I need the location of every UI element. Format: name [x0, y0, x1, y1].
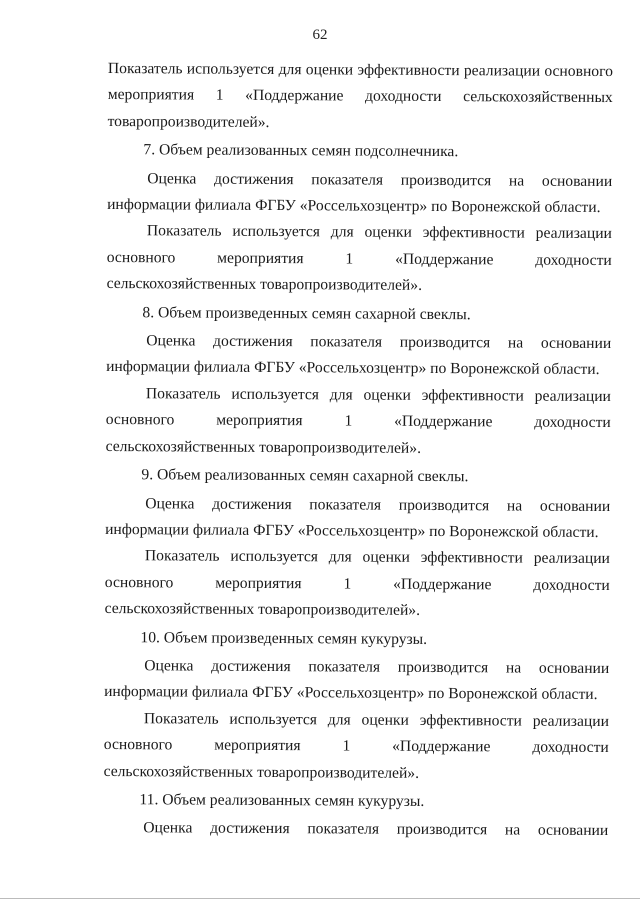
document-body: [103, 56, 613, 845]
paragraph-usage: Показатель используется для оценки эффективности реализации основного мероприятия 1 «Поддержание доходности сельскохозяйственных товаропроизводителей».: [103, 709, 609, 782]
paragraph-usage: Показатель используется для оценки эффективности реализации основного мероприятия 1 «Поддержание доходности сельскохозяйственных товаропроизводителей».: [107, 59, 613, 131]
scan-edge-line: [0, 898, 640, 899]
paragraph-assessment: Оценка достижения показателя производится на основании информации филиала ФГБУ «Россельхозцентр» по Воронежской области.: [106, 332, 612, 379]
page-number: 62: [312, 27, 328, 43]
item-heading-7: 7. Объем реализованных семян подсолнечника.: [143, 141, 459, 161]
item-heading-10: 10. Объем произведенных семян кукурузы.: [140, 628, 428, 648]
paragraph-assessment: Оценка достижения показателя производится на основании информации филиала ФГБУ «Россельхозцентр» по Воронежской области.: [107, 169, 613, 217]
paragraph-assessment: Оценка достижения показателя производится на основании информации филиала ФГБУ «Россельхозцентр» по Воронежской области.: [104, 657, 610, 704]
paragraph-usage: Показатель используется для оценки эффективности реализации основного мероприятия 1 «Поддержание доходности сельскохозяйственных товаропроизводителей».: [106, 222, 612, 295]
item-heading-8: 8. Объем произведенных семян сахарной свеклы.: [142, 303, 471, 323]
paragraph-assessment: Оценка достижения показателя производится на основании информации филиала ФГБУ «Россельхозцентр» по Воронежской области.: [105, 494, 611, 541]
paragraph-assessment-trailing: Оценка достижения показателя производится на основании: [143, 819, 609, 840]
paragraph-usage: Показатель используется для оценки эффективности реализации основного мероприятия 1 «Поддержание доходности сельскохозяйственных товаропроизводителей».: [104, 547, 610, 620]
item-heading-9: 9. Объем реализованных семян сахарной свеклы.: [141, 466, 469, 486]
item-heading-11: 11. Объем реализованных семян кукурузы.: [139, 791, 425, 810]
paragraph-usage: Показатель используется для оценки эффективности реализации основного мероприятия 1 «Поддержание доходности сельскохозяйственных товаропроизводителей».: [105, 385, 611, 457]
